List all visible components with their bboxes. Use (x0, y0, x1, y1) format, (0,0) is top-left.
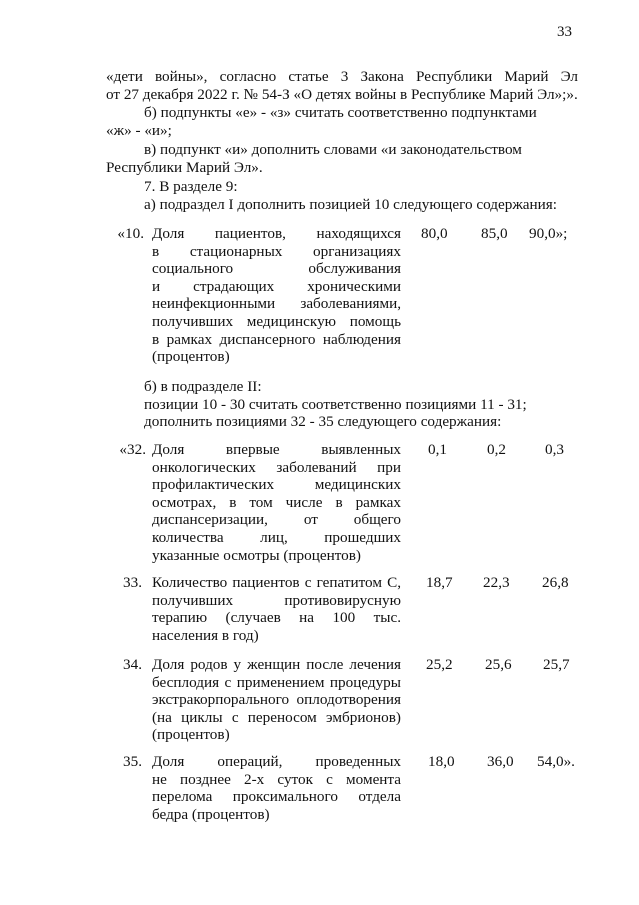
value-2025: 0,3 (545, 441, 564, 458)
description-line: в рамках диспансерного наблюдения (152, 330, 401, 348)
description-line: социального обслуживания (152, 260, 401, 278)
value-2024: 0,2 (487, 441, 506, 458)
description-line: получивших противовирусную (152, 591, 401, 609)
intro-line-1: «дети войны», согласно статье 3 Закона Республики Марий Эл (106, 68, 578, 85)
item-a-line: а) подраздел I дополнить позицией 10 следующего содержания: (144, 196, 558, 213)
description-line: получивших медицинскую помощь (152, 312, 401, 330)
value-2024: 36,0 (487, 753, 514, 770)
position-description (152, 753, 401, 823)
value-2023: 25,2 (426, 656, 453, 673)
value-2024: 85,0 (481, 225, 508, 242)
description-line: перелома проксимального отдела (152, 788, 401, 806)
description-line: неинфекционными заболеваниями, (152, 295, 401, 313)
description-line: бедра (процентов) (152, 805, 270, 823)
value-2024: 25,6 (485, 656, 512, 673)
description-line: (процентов) (152, 726, 230, 744)
description-line: диспансеризации, от общего (152, 511, 401, 529)
description-line: Доля операций, проведенных (152, 753, 401, 770)
description-line: Доля пациентов, находящихся (152, 225, 401, 242)
description-line: в стационарных организациях (152, 242, 401, 260)
description-line: населения в год) (152, 626, 259, 644)
description-line: не позднее 2-х суток с момента (152, 770, 401, 788)
item-b-line-1: б) подпункты «е» - «з» считать соответственно подпунктами (144, 104, 537, 121)
description-line: указанные осмотры (процентов) (152, 546, 361, 564)
position-number: «32. (119, 441, 146, 458)
value-2025: 25,7 (543, 656, 570, 673)
value-2024: 22,3 (483, 574, 510, 591)
position-description (152, 656, 401, 744)
intro-line-2: от 27 декабря 2022 г. № 54-З «О детях войны в Республике Марий Эл»;». (106, 86, 578, 103)
position-description (152, 441, 401, 564)
description-line: (на циклы с переносом эмбрионов) (152, 708, 401, 726)
description-line: и страдающих хроническими (152, 277, 401, 295)
description-line: бесплодия с применением процедуры (152, 673, 401, 691)
value-2025: 26,8 (542, 574, 569, 591)
item-v-line-1: в) подпункт «и» дополнить словами «и законодательством (144, 141, 522, 158)
position-number: 35. (123, 753, 142, 770)
position-description (152, 225, 401, 366)
description-line: Доля впервые выявленных (152, 441, 401, 458)
description-line: количества лиц, прошедших (152, 528, 401, 546)
value-2025: 90,0»; (529, 225, 568, 242)
description-line: осмотрах, в том числе в рамках (152, 493, 401, 511)
item-v-line-2: Республики Марий Эл». (106, 159, 263, 176)
description-line: терапию (случаев на 100 тыс. (152, 609, 401, 627)
description-line: профилактических медицинских (152, 476, 401, 494)
item-b-line-2: «ж» - «и»; (106, 122, 172, 139)
value-2023: 18,0 (428, 753, 455, 770)
position-number: 33. (123, 574, 142, 591)
renumber-line: позиции 10 - 30 считать соответственно позициями 11 - 31; (144, 396, 527, 413)
page-number: 33 (557, 24, 572, 40)
section-7-heading: 7. В разделе 9: (144, 178, 238, 195)
value-2023: 80,0 (421, 225, 448, 242)
value-2023: 0,1 (428, 441, 447, 458)
item-b-subsection-2: б) в подразделе II: (144, 378, 262, 395)
position-description (152, 574, 401, 644)
value-2025: 54,0». (537, 753, 575, 770)
description-line: онкологических заболеваний при (152, 458, 401, 476)
description-line: Количество пациентов с гепатитом С, (152, 574, 401, 591)
add-positions-line: дополнить позициями 32 - 35 следующего содержания: (144, 413, 502, 430)
position-number: 34. (123, 656, 142, 673)
value-2023: 18,7 (426, 574, 453, 591)
description-line: Доля родов у женщин после лечения (152, 656, 401, 673)
description-line: экстракорпорального оплодотворения (152, 691, 401, 709)
position-number: «10. (117, 225, 144, 242)
description-line: (процентов) (152, 348, 230, 366)
